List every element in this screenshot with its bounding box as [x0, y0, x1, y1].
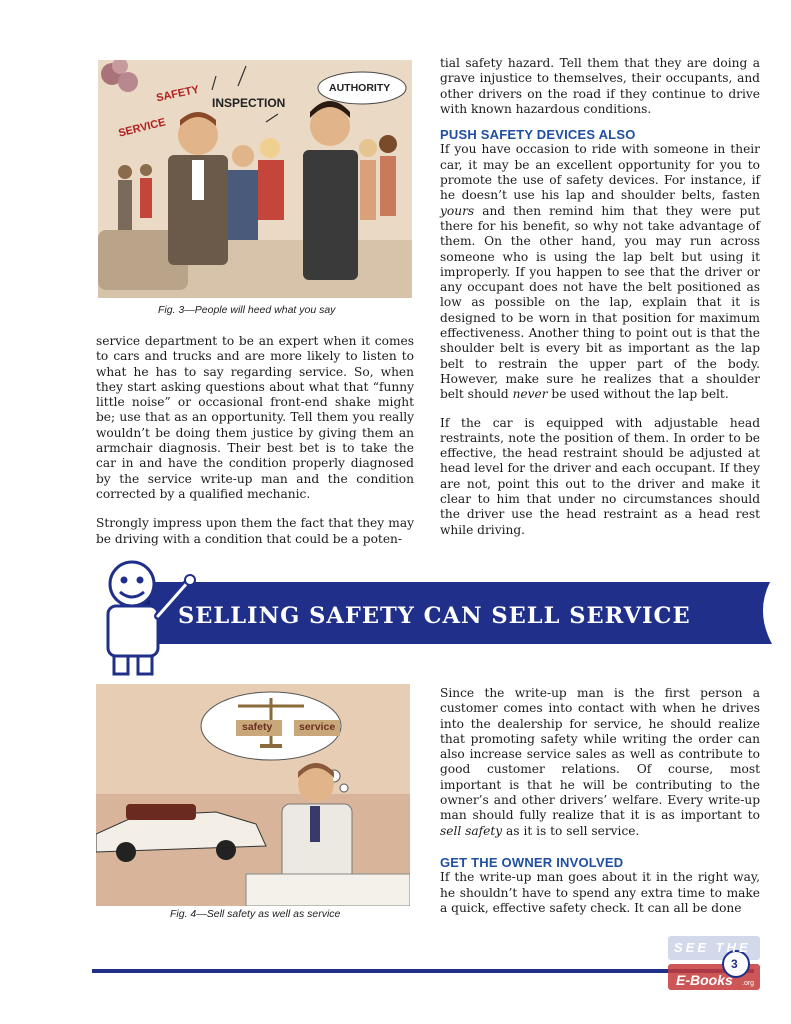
- heading-get-owner-involved: GET THE OWNER INVOLVED: [440, 854, 624, 870]
- fig3-caption: Fig. 3—People will heed what you say: [158, 304, 336, 316]
- fig3-label-service: SERVICE: [117, 116, 167, 140]
- right-paragraph-1: If you have occasion to ride with someone in their car, it may be an excellent opportunity for you to promote the use of safety devices. For instance, if he doesn’t use his lap and shoulder belts, fasten yours and then remind him that they were put there for his benefit, so why not take advantage of them. On the other hand, you may run across someone who is using the lap belt but using it improperly. If you happen to see that the driver or any occupant does not have the belt positioned as low as possible on the lap, explain that it is designed to be worn in that position for maximum effectiveness. Another thing to point out is that the shoulder belt is every bit as important as the lap belt to restrain the upper part of the body. However, make sure he realizes that a shoulder belt should never be used without the lap belt.: [440, 142, 760, 402]
- fig4-label-safety: safety: [242, 721, 273, 733]
- fig4-illustration: [96, 684, 410, 906]
- watermark-top-text: SEE THE: [674, 940, 751, 955]
- banner-title: SELLING SAFETY CAN SELL SERVICE: [178, 603, 691, 629]
- watermark-suffix: .org: [742, 980, 755, 987]
- fig3-label-safety: SAFETY: [155, 83, 201, 105]
- fig4-caption: Fig. 4—Sell safety as well as service: [170, 908, 341, 920]
- page-number: 3: [731, 957, 738, 971]
- footer-rule: [92, 969, 754, 973]
- left-column: [96, 334, 414, 547]
- fig3-label-inspection: INSPECTION: [212, 96, 286, 110]
- watermark-logo: [660, 930, 766, 1000]
- watermark-bottom-text: E-Books: [676, 972, 733, 988]
- bottom-right-column: [440, 686, 760, 916]
- fig3-label-authority: AUTHORITY: [329, 82, 391, 94]
- bottom-paragraph-2: If the write-up man goes about it in the right way, he shouldn’t have to spend any extra time to make a quick, effective safety check. It can all be done: [440, 870, 760, 915]
- bottom-paragraph-1: Since the write-up man is the first person a customer comes into contact with when he drives into the dealership for service, he should realize that promoting safety while writing the order can also increase service sales as well as contribute to good customer relations. Of course, most important is that he will be contributing to the owner’s and other drivers’ welfare. Every write-up man should fully realize that it is as important to sell safety as it is to sell service.: [440, 686, 760, 838]
- left-paragraph-2: Strongly impress upon them the fact that they may be driving with a condition that could be a poten-: [96, 516, 414, 546]
- heading-push-safety-devices: PUSH SAFETY DEVICES ALSO: [440, 127, 636, 143]
- fig3-illustration: [98, 60, 412, 298]
- fig4-label-service: service: [299, 721, 336, 733]
- right-paragraph-2: If the car is equipped with adjustable head restraints, note the position of them. In order to be effective, the head restraint should be adjusted at head level for the driver and each occupant. If they are not, point this out to the driver and make it clear to him that under no circumstances should the driver use the head restraint as a head rest while driving.: [440, 415, 760, 537]
- right-column: [440, 56, 760, 538]
- left-paragraph-1: service department to be an expert when it comes to cars and trucks and are more likely to listen to what he has to say regarding service. So, when they start asking questions about what that “funny little noise” or occasional front-end shake might be; use that as an opportunity. Tell them you really wouldn’t be doing them justice by giving them an armchair diagnosis. Their best bet is to take the car in and have the condition properly diagnosed by the service write-up man and the condition corrected by a qualified mechanic.: [96, 334, 414, 501]
- right-paragraph-0: tial safety hazard. Tell them that they are doing a grave injustice to themselves, their occupants, and other drivers on the road if they continue to drive with known hazardous conditions.: [440, 56, 760, 116]
